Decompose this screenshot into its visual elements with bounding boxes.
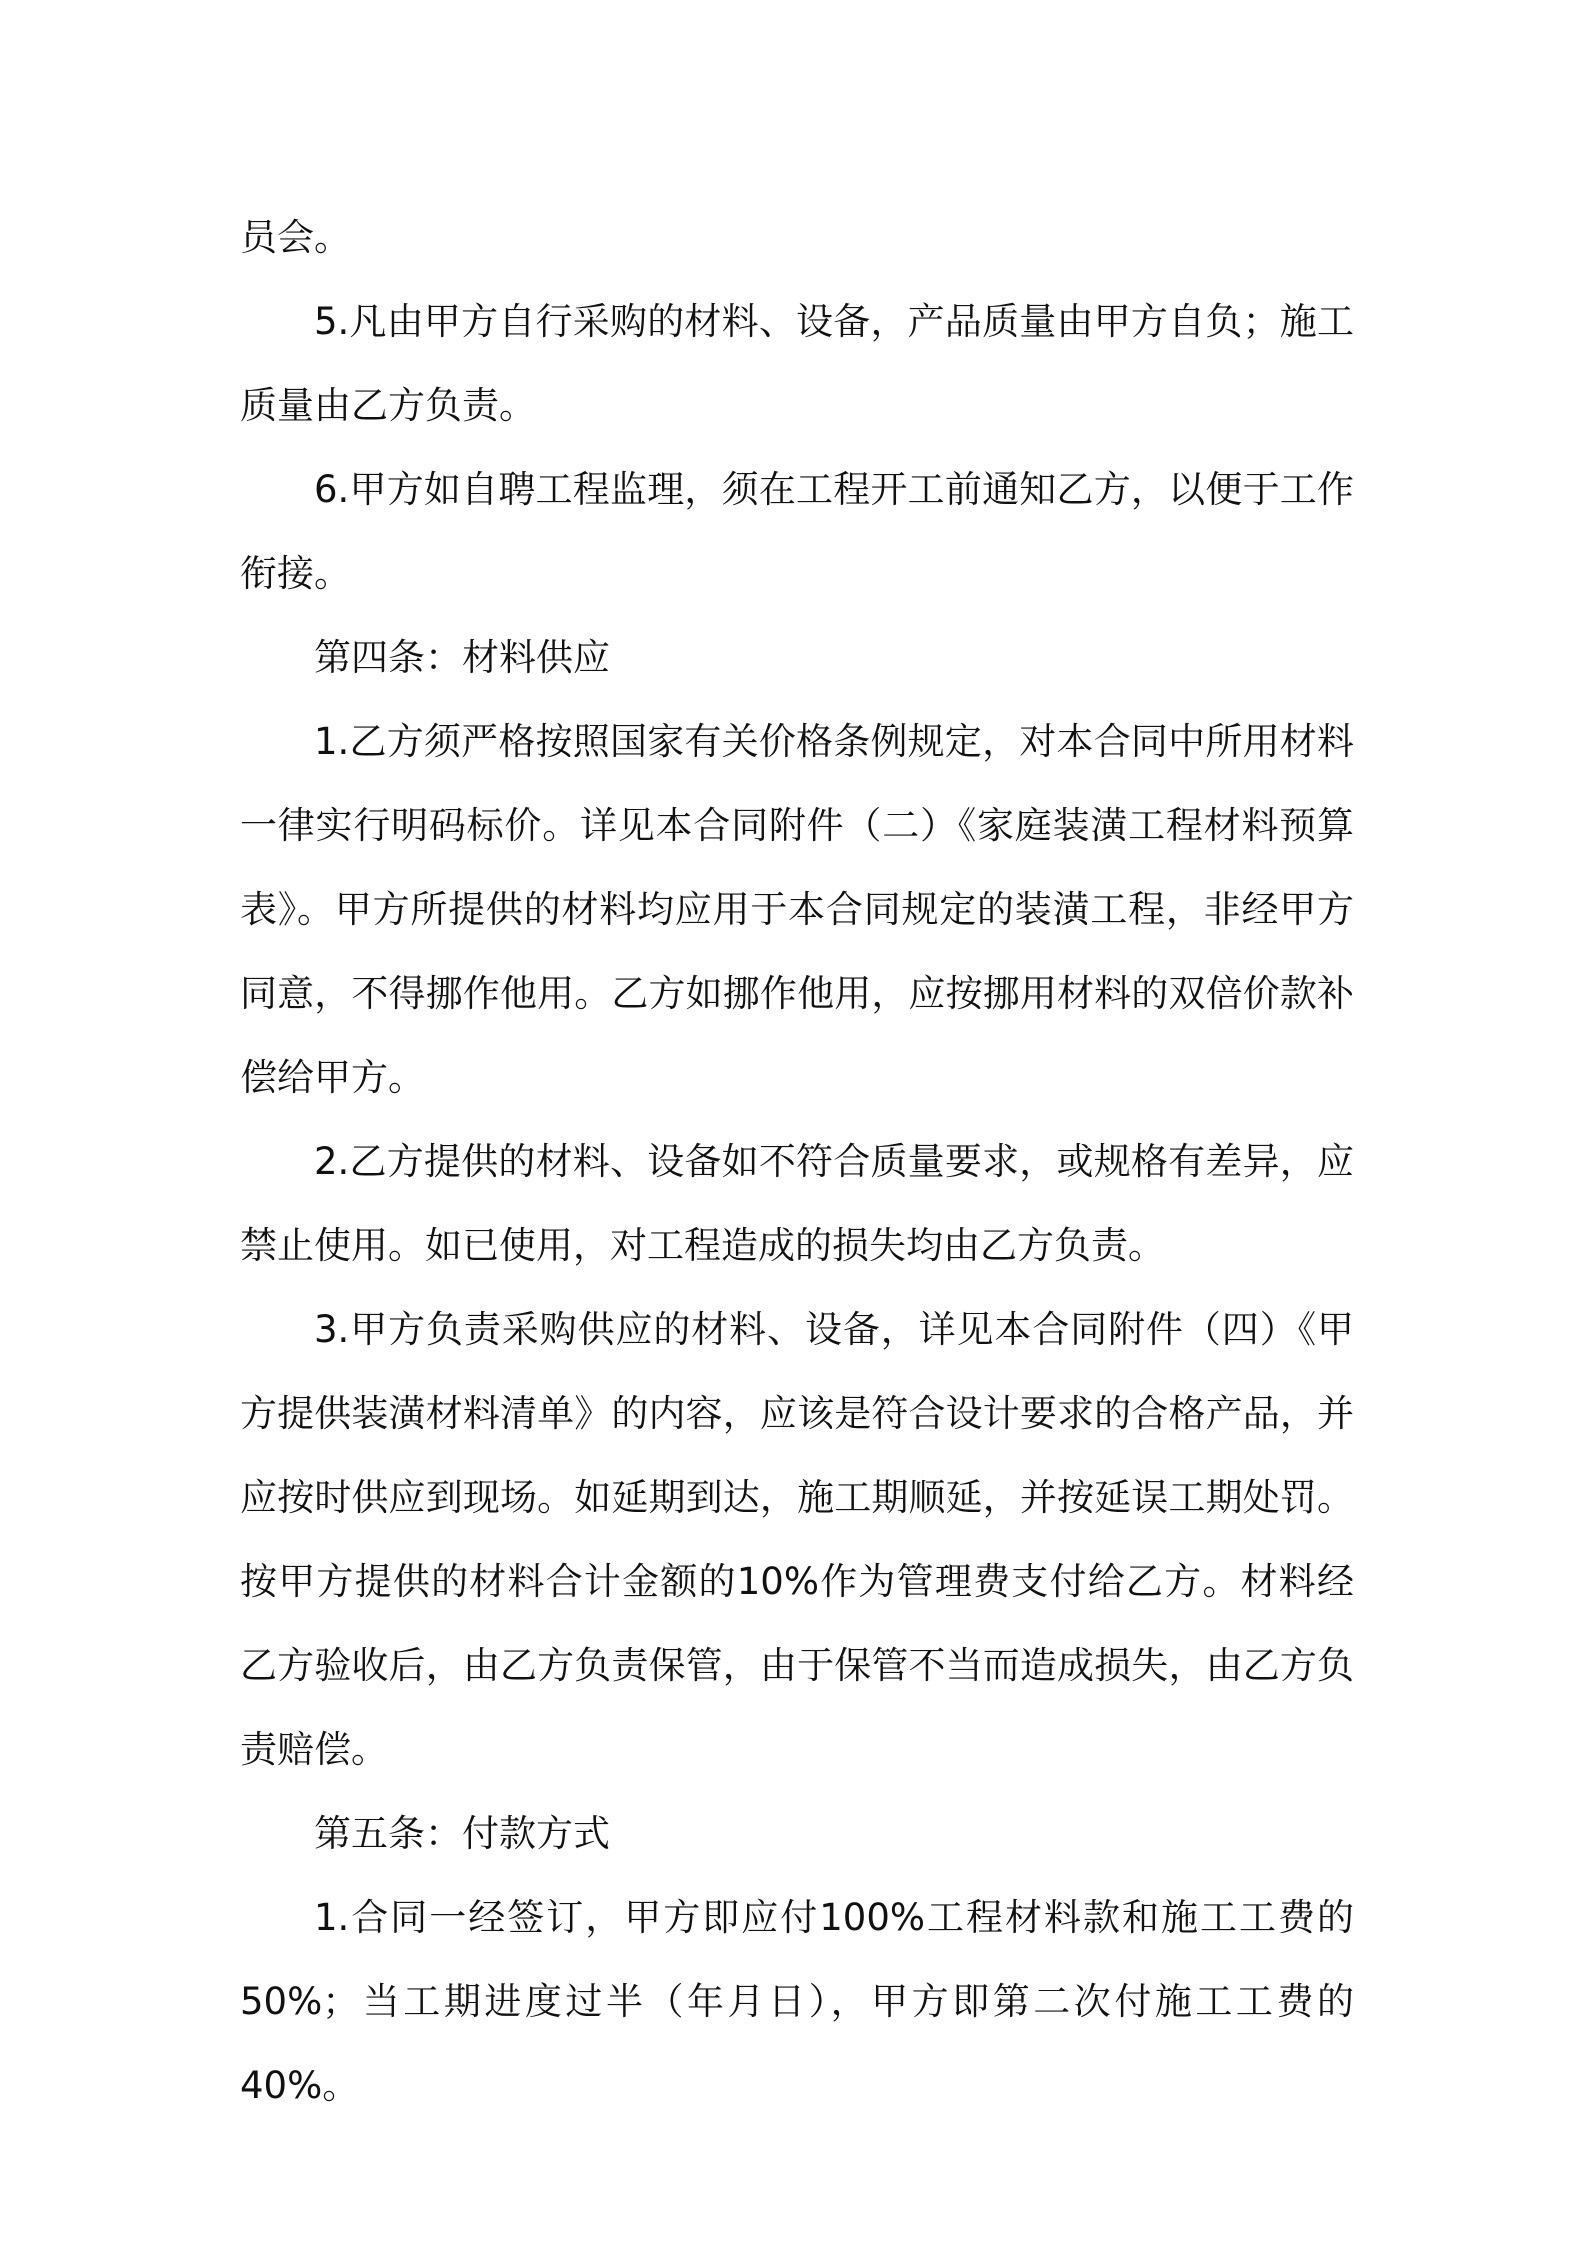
article-4-heading: 第四条：材料供应 bbox=[314, 636, 610, 679]
paragraph-clause-4-2: 2.乙方提供的材料、设备如不符合质量要求，或规格有差异，应禁止使用。如已使用，对工程造成的损失均由乙方负责。 bbox=[240, 1140, 1354, 1267]
article-5-heading: 第五条：付款方式 bbox=[314, 1812, 610, 1855]
document-body bbox=[240, 196, 1354, 2128]
paragraph-clause-4-3: 3.甲方负责采购供应的材料、设备，详见本合同附件（四）《甲方提供装潢材料清单》的内容，应该是符合设计要求的合格产品，并应按时供应到现场。如延期到达，施工期顺延，并按延误工期处罚。按甲方提供的材料合计金额的10%作为管理费支付给乙方。材料经乙方验收后，由乙方负责保管，由于保管不当而造成损失，由乙方负责赔偿。 bbox=[240, 1308, 1354, 1771]
paragraph-clause-5-1: 1.合同一经签订，甲方即应付100%工程材料款和施工工费的50%；当工期进度过半（年月日），甲方即第二次付施工工费的40%。 bbox=[240, 1896, 1354, 2107]
paragraph-clause-3-5: 5.凡由甲方自行采购的材料、设备，产品质量由甲方自负；施工质量由乙方负责。 bbox=[240, 300, 1354, 427]
paragraph-clause-3-6: 6.甲方如自聘工程监理，须在工程开工前通知乙方，以便于工作衔接。 bbox=[240, 468, 1354, 595]
paragraph-clause-4-1: 1.乙方须严格按照国家有关价格条例规定，对本合同中所用材料一律实行明码标价。详见本合同附件（二）《家庭装潢工程材料预算表》。甲方所提供的材料均应用于本合同规定的装潢工程，非经甲方同意，不得挪作他用。乙方如挪作他用，应按挪用材料的双倍价款补偿给甲方。 bbox=[240, 720, 1354, 1099]
paragraph-continuation: 员会。 bbox=[240, 216, 351, 259]
